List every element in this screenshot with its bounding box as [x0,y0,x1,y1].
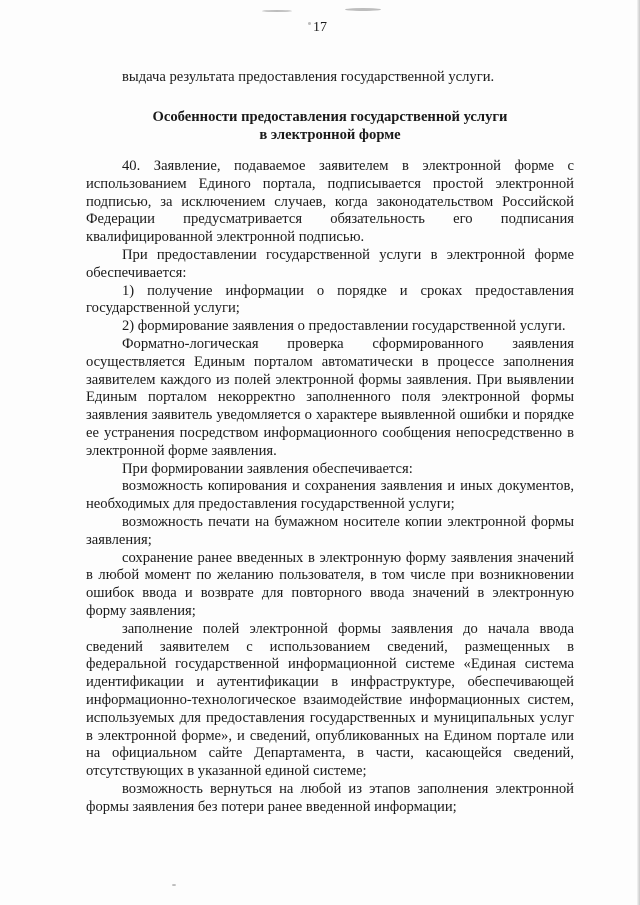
list-item: 2) формирование заявления о предоставлении государственной услуги. [122,318,566,335]
page-number: 17 [313,20,327,35]
list-item: заполнение полей электронной формы заявления до начала ввода сведений заявителем с использованием сведений, размещенных в федеральной государственной информационной системе «Единая система идентификации и аутентификации в инфраструктуре, обеспечивающей информационно-технологическое взаимодействие информационных систем, используемых для предоставления государственных и муниципальных услуг в электронной форме», и сведений, опубликованных на Едином портале или на официальном сайте Департамента, в части, касающейся сведений, отсутствующих в указанной единой системе; [86,620,574,780]
paragraph: При предоставлении государственной услуги в электронной форме обеспечивается: [86,246,574,281]
list-item: возможность вернуться на любой из этапов заполнения электронной формы заявления без потери ранее введенной информации; [86,780,574,815]
scan-speck [345,8,381,11]
scan-speck [262,10,292,12]
list-item: 1) получение информации о порядке и сроках предоставления государственной услуги; [86,282,574,317]
scan-speck [172,884,176,886]
section-title-line-1: Особенности предоставления государственной услуги [152,109,508,125]
list-item: сохранение ранее введенных в электронную форму заявления значений в любой момент по желанию пользователя, в том числе при возникновении ошибок ввода и возврате для повторного ввода значений в электронную форму заявления; [86,549,574,619]
lead-line: выдача результата предоставления государственной услуги. [122,69,495,85]
section-title-line-2: в электронной форме [259,127,401,143]
list-item: возможность копирования и сохранения заявления и иных документов, необходимых для предоставления государственной услуги; [86,478,574,513]
list-item: возможность печати на бумажном носителе копии электронной формы заявления; [86,513,574,548]
body-text [86,158,574,816]
paragraph: Форматно-логическая проверка сформированного заявления осуществляется Единым порталом автоматически в процессе заполнения заявителем каждого из полей электронной формы заявления. При выявлении Единым порталом некорректно заполненного поля электронной формы заявления заявитель уведомляется о характере выявленной ошибки и порядке ее устранения посредством информационного сообщения непосредственно в электронной форме заявления. [86,335,574,459]
section-title [86,108,574,144]
paragraph-40: 40. Заявление, подаваемое заявителем в электронной форме с использованием Единого портала, подписывается простой электронной подписью, за исключением случаев, когда законодательством Российской Федерации предусматривается обязательность его подписания квалифицированной электронной подписью. [86,158,574,246]
paragraph: При формировании заявления обеспечивается: [122,460,413,477]
